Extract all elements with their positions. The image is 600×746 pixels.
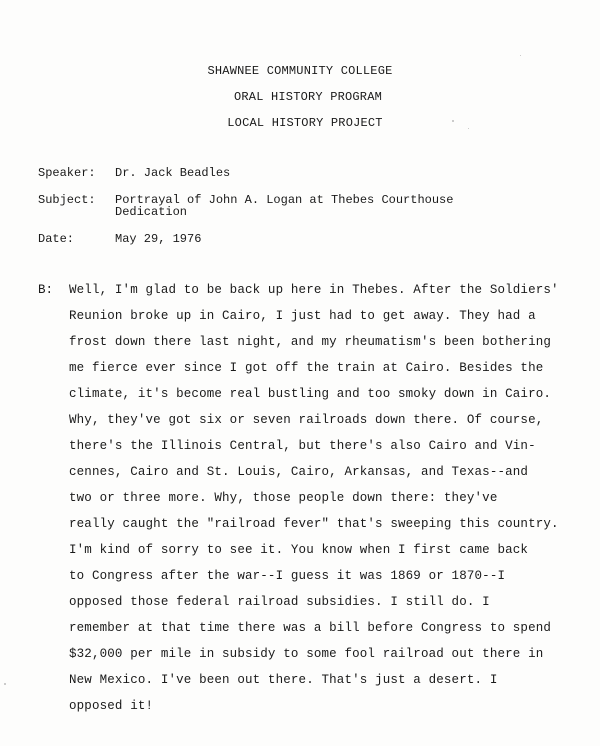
transcript-line: Well, I'm glad to be back up here in Thebes. After the Soldiers' [69, 283, 559, 297]
transcript-line: opposed it! [69, 699, 154, 713]
transcript-line: there's the Illinois Central, but there's also Cairo and Vin- [69, 439, 536, 453]
transcript-line: Reunion broke up in Cairo, I just had to get away. They had a [69, 309, 536, 323]
subject-value-line1: Portrayal of John A. Logan at Thebes Courthouse [115, 193, 454, 207]
scan-speck [4, 683, 6, 685]
transcript-line: frost down there last night, and my rheumatism's been bothering [69, 335, 552, 349]
transcript-line: two or three more. Why, those people down there: they've [69, 491, 498, 505]
scan-speck [452, 120, 454, 122]
transcript-line: remember at that time there was a bill before Congress to spend [69, 621, 552, 635]
transcript-line: me fierce ever since I got off the train at Cairo. Besides the [69, 361, 544, 375]
transcript-speaker-initial: B: [38, 283, 54, 297]
transcript-line: I'm kind of sorry to see it. You know when I first came back [69, 543, 529, 557]
transcript-line: Why, they've got six or seven railroads down there. Of course, [69, 413, 544, 427]
transcript-line: to Congress after the war--I guess it was 1869 or 1870--I [69, 569, 506, 583]
transcript-line: really caught the "railroad fever" that's sweeping this country. [69, 517, 559, 531]
scan-speck [520, 55, 521, 56]
transcript-line: cennes, Cairo and St. Louis, Cairo, Arkansas, and Texas--and [69, 465, 529, 479]
scan-speck [468, 128, 469, 129]
transcript-line: opposed those federal railroad subsidies. I still do. I [69, 595, 490, 609]
speaker-value: Dr. Jack Beadles [115, 166, 231, 180]
header-college: SHAWNEE COMMUNITY COLLEGE [207, 64, 393, 78]
speaker-label: Speaker: [38, 166, 96, 180]
date-label: Date: [38, 232, 75, 246]
subject-value-line2: Dedication [115, 205, 188, 219]
header-program: ORAL HISTORY PROGRAM [233, 90, 383, 104]
transcript-line: New Mexico. I've been out there. That's just a desert. I [69, 673, 498, 687]
transcript-line: climate, it's become real bustling and too smoky down in Cairo. [69, 387, 552, 401]
subject-label: Subject: [38, 193, 96, 207]
date-value: May 29, 1976 [115, 232, 202, 246]
header-project: LOCAL HISTORY PROJECT [227, 116, 383, 130]
transcript-line: $32,000 per mile in subsidy to some fool railroad out there in [69, 647, 544, 661]
